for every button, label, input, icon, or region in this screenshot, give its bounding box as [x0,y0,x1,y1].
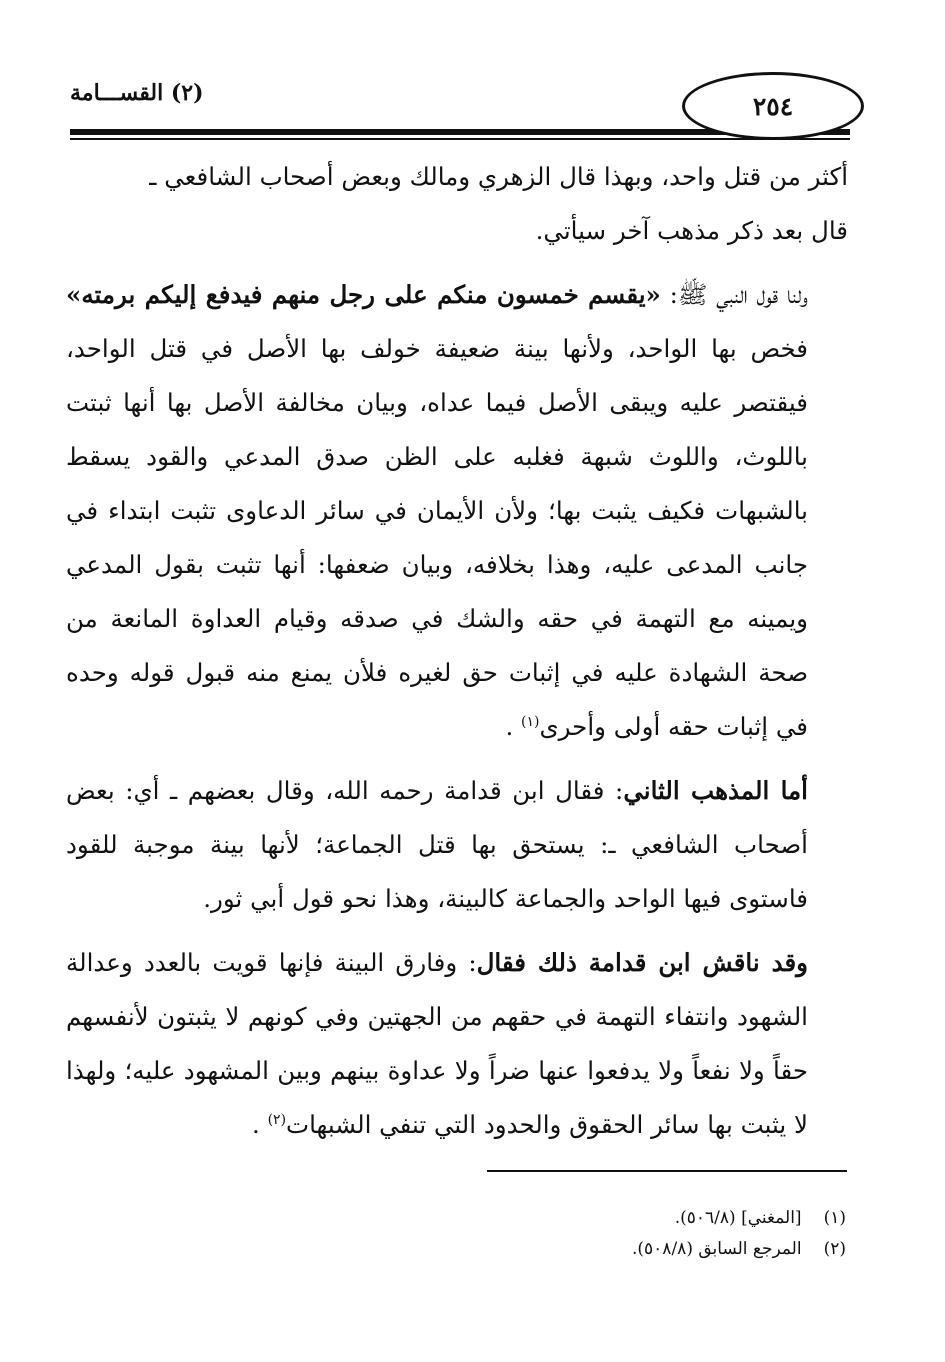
paragraph-text: فخص بها الواحد، ولأنها بينة ضعيفة خولف بها الأصل في قتل الواحد، فيقتصر عليه ويبقى الأصل فيما عداه، وبيان مخالفة الأصل بها أنها ثبتت باللوث، واللوث شبهة فغلبه على الظن صدق المدعي والقود يسقط بالشبهات فكيف يثبت بها؛ ولأن الأيمان في سائر الدعاوى تثبت ابتداء في جانب المدعى عليه، وهذا بخلافه، وبيان ضعفها: أنها تثبت بقول المدعي ويمينه مع التهمة في حقه والشك في صدقه وقيام العداوة المانعة من صحة الشهادة عليه في إثبات حق لغيره فلأن يمنع منه قبول قوله وحده في إثبات حقه أولى وأحرى [66,334,808,741]
running-title: (٢) القســـامة [70,80,204,106]
paragraph-1 [66,150,848,258]
paragraph-text: : فقال ابن قدامة رحمه الله، وقال بعضهم ـ أي: بعض أصحاب الشافعي ـ: يستحق بها قتل الجماعة؛ لأنها بينة موجبة للقود فاستوى فيها الواحد والجماعة كالبينة، وهذا نحو قول أبي ثور. [66,776,808,913]
section-heading: أما المذهب الثاني [623,776,808,805]
footnote-text: [المغني] (٥٠٦/٨). [674,1208,802,1228]
footnote-1 [466,1203,846,1234]
footnote-2 [466,1234,846,1265]
page-header [70,72,850,142]
header-rule-thin [70,138,850,140]
footnote-ref-1[interactable]: (١) [521,713,540,730]
paragraph-text: : وفارق البينة فإنها قويت بالعدد وعدالة الشهود وانتفاء التهمة في حقهم من الجهتين وفي كونهم لا يثبتون لأنفسهم حقاً ولا نفعاً ولا يدفعوا عنها ضراً ولا عداوة بينهم وبين المشهود عليه؛ ولهذا لا يثبت بها سائر الحقوق والحدود التي تنفي الشبهات [66,948,808,1139]
main-text [66,150,848,1162]
paragraph-3 [66,764,848,926]
paragraph-2 [66,268,848,754]
hadith-quote: «يقسم خمسون منكم على رجل منهم فيدفع إليكم برمته» [66,280,661,309]
paragraph-lead: ولنا قول النبي ﷺ: [660,280,808,309]
page-number: ٢٥٤ [682,72,864,140]
footnote-number: (١) [823,1208,846,1228]
section-heading: وقد ناقش ابن قدامة ذلك فقال [476,948,809,977]
paragraph-line: قال بعد ذكر مذهب آخر سيأتي. [535,216,848,245]
footnotes [466,1203,846,1265]
paragraph-end: . [251,1110,268,1139]
paragraph-end: . [505,712,522,741]
footnote-number: (٢) [823,1239,846,1259]
footnote-separator [487,1170,847,1172]
footnote-ref-2[interactable]: (٢) [267,1111,287,1128]
footnote-text: المرجع السابق (٥٠٨/٨). [632,1239,802,1259]
paragraph-4 [66,936,848,1152]
paragraph-line: أكثر من قتل واحد، وبهذا قال الزهري ومالك وبعض أصحاب الشافعي ـ [149,162,848,191]
